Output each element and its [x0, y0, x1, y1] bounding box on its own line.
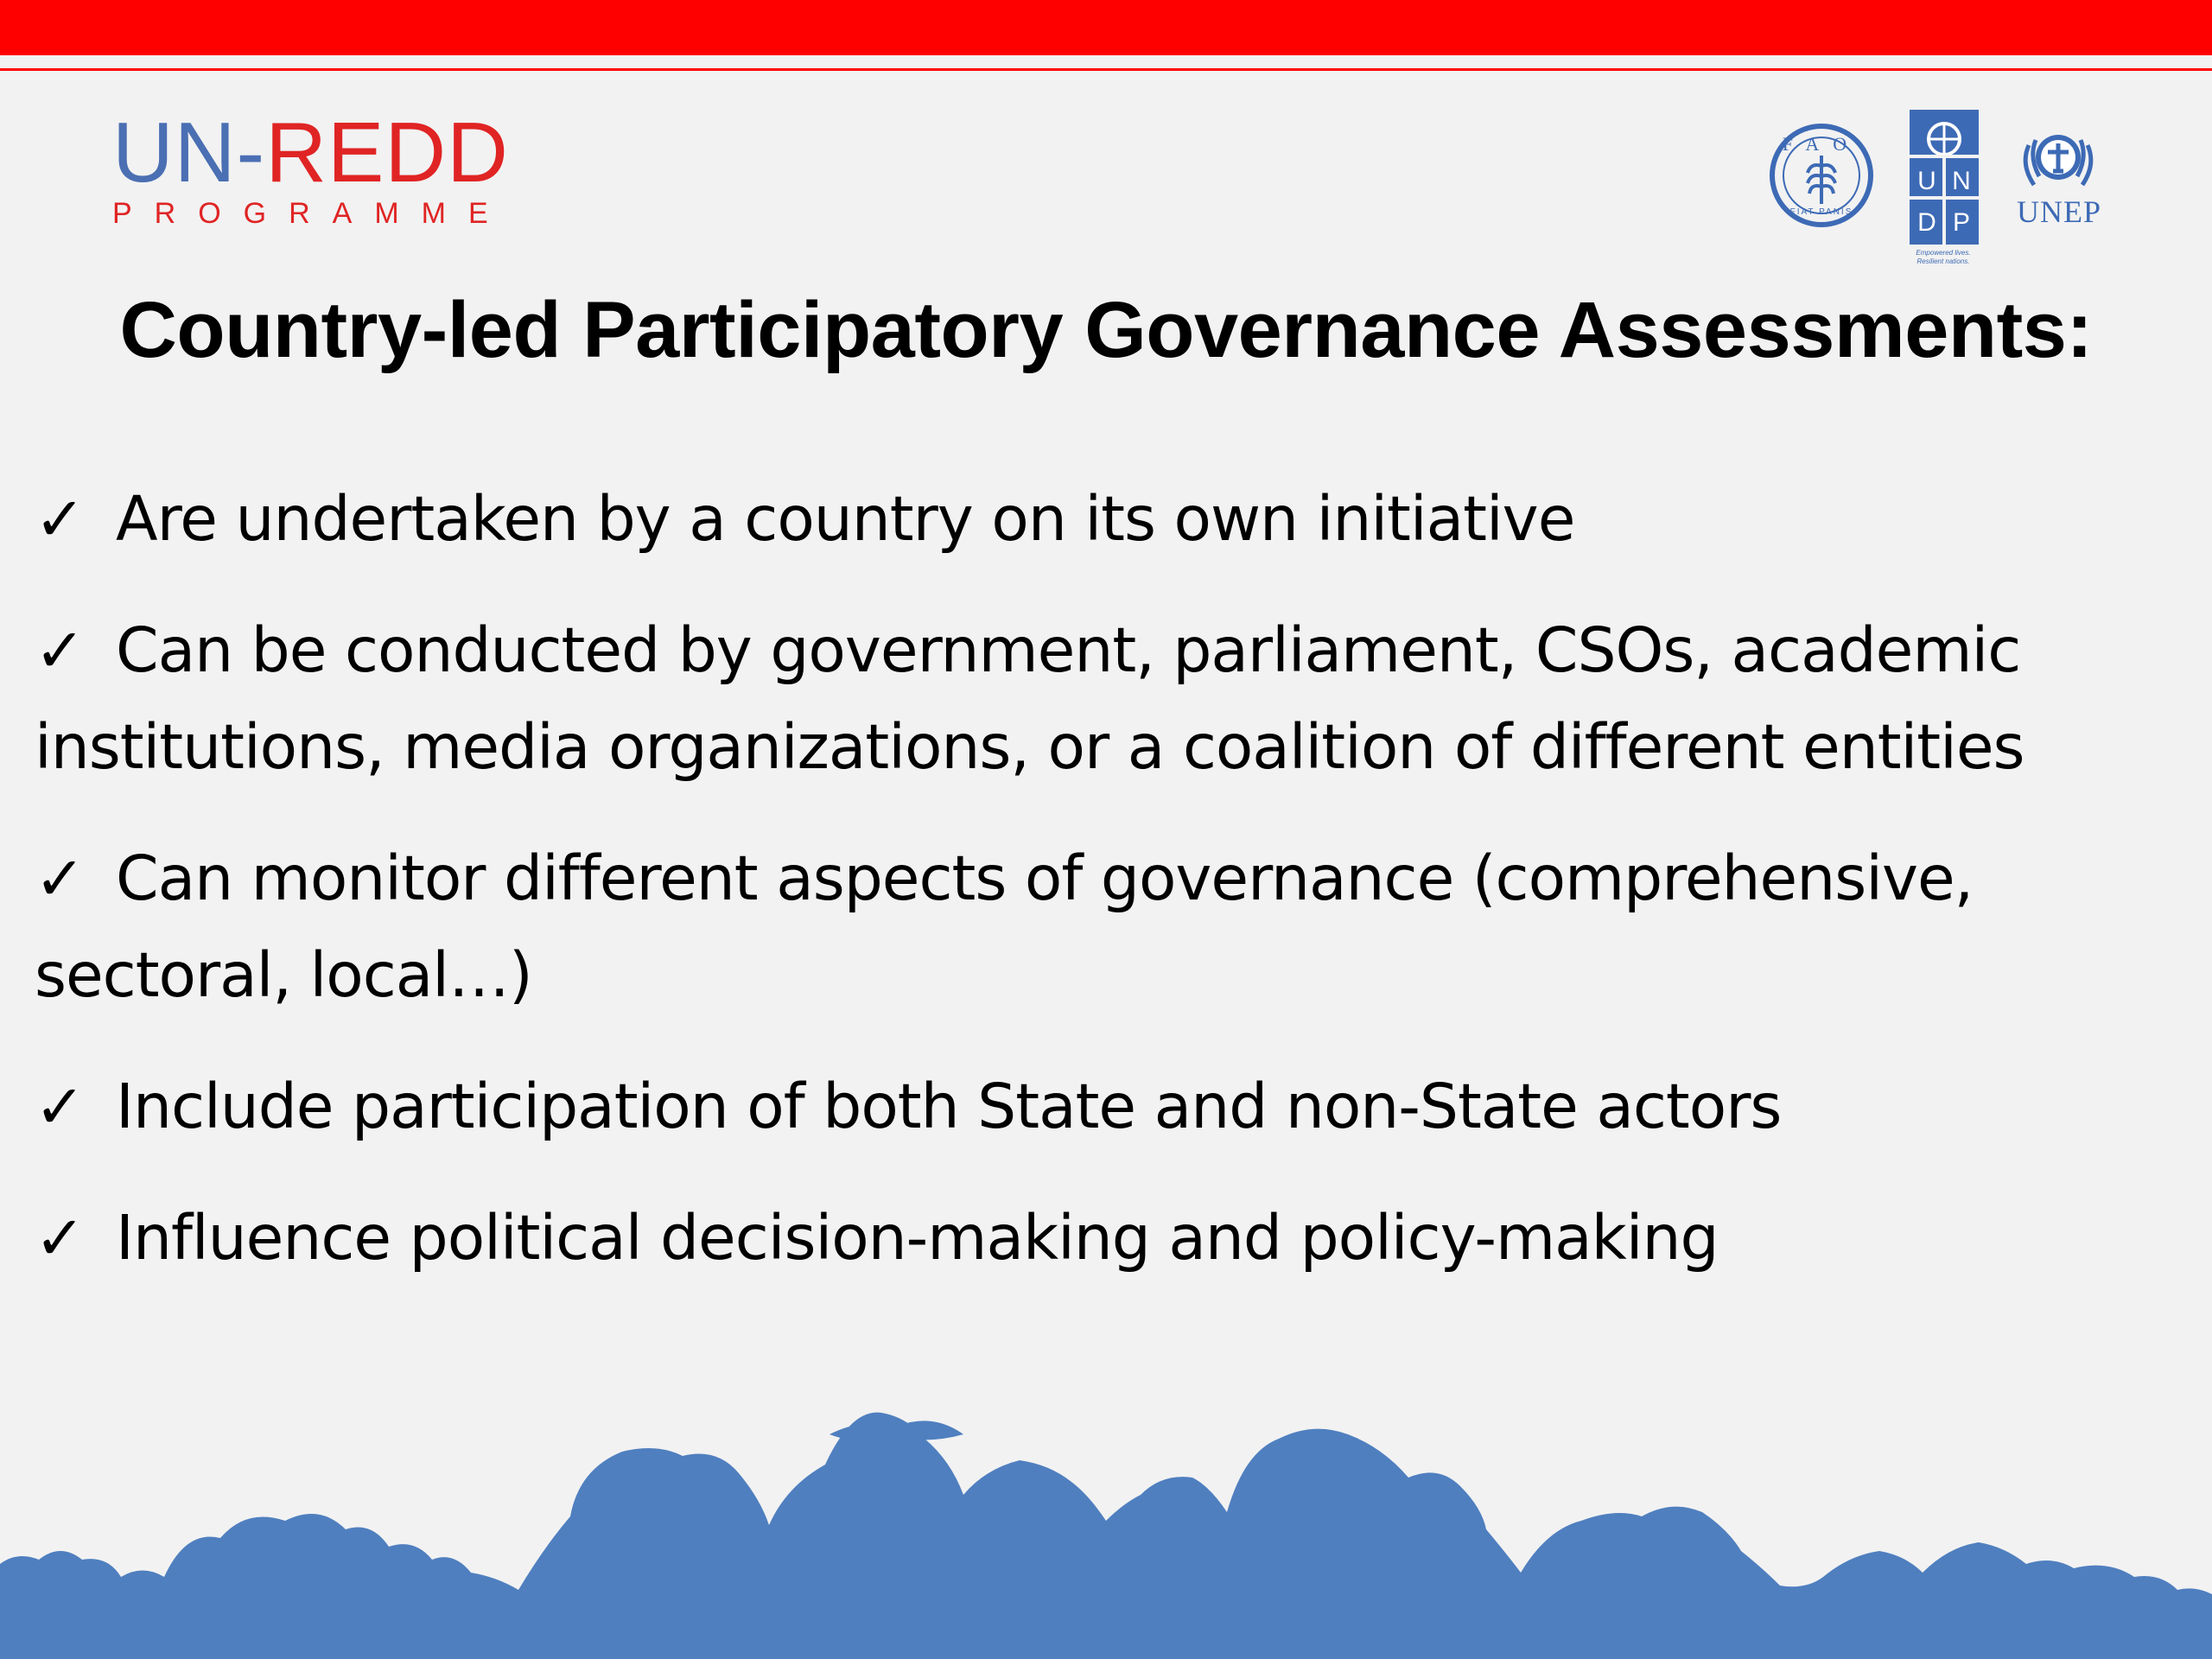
top-red-line — [0, 68, 2212, 71]
undp-tagline: Empowered lives. Resilient nations. — [1916, 249, 1971, 265]
bullet-text: Include participation of both State and non-State actors — [116, 1071, 1782, 1142]
un-redd-logo — [112, 105, 511, 231]
undp-letter-d: D — [1917, 208, 1936, 237]
undp-logo-icon — [1910, 110, 1979, 245]
bullet-text: Can monitor different aspects of governance (comprehensive, sectoral, local…) — [35, 842, 1974, 1011]
slide-title: Country-led Participatory Governance Assessments: — [119, 286, 2093, 374]
checkmark-icon: ✓ — [35, 484, 85, 555]
undp-letter-u: U — [1917, 167, 1936, 195]
logo-un-text: UN- — [112, 105, 266, 200]
logo-programme-text: PROGRAMME — [112, 197, 511, 230]
bullet-text: Influence political decision-making and policy-making — [116, 1202, 1719, 1274]
forest-silhouette — [0, 1400, 2212, 1659]
bullet-list — [35, 471, 2177, 1321]
fao-logo-icon — [1767, 121, 1876, 230]
un-redd-wordmark — [112, 105, 511, 200]
bullet-item — [35, 1058, 2177, 1155]
bullet-item — [35, 1190, 2177, 1287]
unep-logo-icon — [2013, 119, 2103, 199]
bullet-item — [35, 471, 2177, 568]
unep-label: UNEP — [2016, 194, 2101, 229]
checkmark-icon: ✓ — [35, 1203, 85, 1274]
checkmark-icon: ✓ — [35, 843, 85, 914]
bullet-item — [35, 602, 2177, 796]
bullet-item — [35, 830, 2177, 1024]
fao-name-text: FAO — [1782, 133, 1861, 155]
undp-letter-n: N — [1952, 167, 1971, 195]
logo-redd-text: REDD — [265, 105, 509, 200]
undp-letter-p: P — [1952, 208, 1971, 237]
bullet-text: Can be conducted by government, parliament, CSOs, academic institutions, media organizations, or a coalition of different entities — [35, 614, 2024, 783]
fao-motto-text: FIAT PANIS — [1789, 207, 1853, 217]
checkmark-icon: ✓ — [35, 1071, 85, 1142]
checkmark-icon: ✓ — [35, 615, 85, 686]
top-red-bar — [0, 0, 2212, 55]
bullet-text: Are undertaken by a country on its own initiative — [116, 483, 1575, 555]
